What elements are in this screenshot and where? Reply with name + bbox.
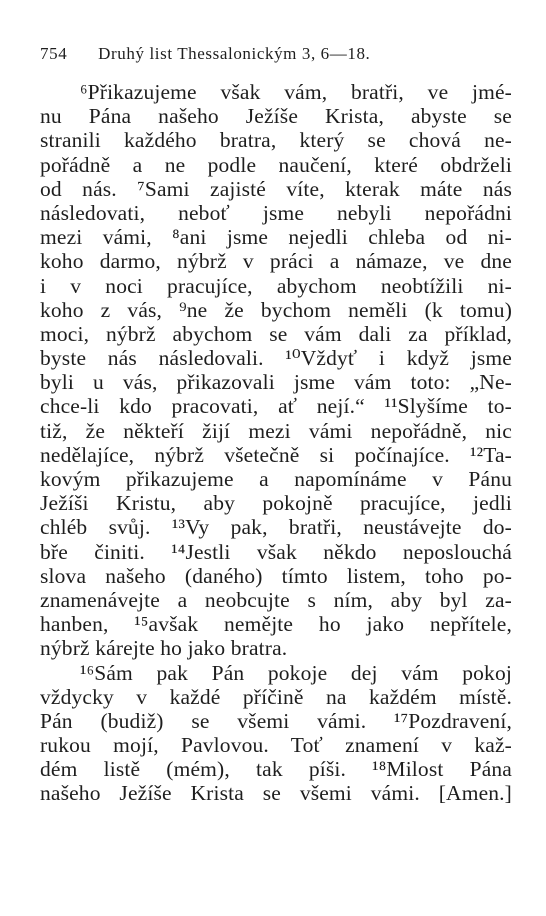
text-line: Pán (budiž) se všemi vámi. ¹⁷Pozdravení, (40, 708, 512, 733)
text-line: stranili každého bratra, který se chová ne- (40, 128, 512, 153)
text-line: byste nás následovali. ¹⁰Vždyť i když jsme (40, 346, 512, 371)
text-line: rukou mojí, Pavlovou. Toť znamení v kaž- (40, 733, 512, 758)
text-line: vždycky v každé příčině na každém místě. (40, 684, 512, 709)
text-line: Ježíši Kristu, aby pokojně pracujíce, jedli (40, 491, 512, 516)
body-text (40, 80, 512, 806)
text-line: nedělajíce, nýbrž všetečně si počínajíce. ¹²Ta- (40, 442, 512, 467)
text-line: dém listě (mém), tak píši. ¹⁸Milost Pána (40, 757, 512, 782)
text-line: moci, nýbrž abychom se vám dali za příklad, (40, 321, 512, 346)
text-line: ⁶Přikazujeme však vám, bratři, ve jmé- (80, 80, 512, 104)
running-header (40, 44, 510, 68)
text-line: i v noci pracujíce, abychom neobtížili ni- (40, 273, 512, 298)
text-line: slova našeho (daného) tímto listem, toho po- (40, 563, 512, 588)
text-line: znamenávejte a neobcujte s ním, aby byl za- (40, 587, 512, 612)
page-number: 754 (40, 44, 68, 63)
text-line: chléb svůj. ¹³Vy pak, bratři, neustávejte do- (40, 515, 512, 540)
text-line: nu Pána našeho Ježíše Krista, abyste se (40, 104, 512, 129)
text-line: ¹⁶Sám pak Pán pokoje dej vám pokoj (80, 660, 512, 685)
text-line: nýbrž kárejte ho jako bratra. (40, 636, 288, 661)
text-line: tiž, že někteří žijí mezi vámi nepořádně, nic (40, 418, 512, 443)
text-line: byli u vás, přikazovali jsme vám toto: „Ne- (40, 370, 512, 395)
text-line: mezi vámi, ⁸ani jsme nejedli chleba od ni- (40, 225, 512, 250)
text-line: následovati, neboť jsme nebyli nepořádni (40, 200, 512, 225)
text-line: bře činiti. ¹⁴Jestli však někdo neposlouchá (40, 539, 512, 564)
running-title: Druhý list Thessalonickým 3, 6—18. (98, 44, 371, 63)
text-line: kovým přikazujeme a napomínáme v Pánu (40, 467, 512, 491)
text-line: od nás. ⁷Sami zajisté víte, kterak máte nás (40, 176, 512, 201)
text-line: našeho Ježíše Krista se všemi vámi. [Amen.] (40, 781, 512, 806)
text-line: chce-li kdo pracovati, ať nejí.“ ¹¹Slyšíme to- (40, 394, 512, 419)
text-line: koho darmo, nýbrž v práci a námaze, ve dne (40, 249, 512, 274)
text-line: hanben, ¹⁵avšak nemějte ho jako nepřítele, (40, 612, 512, 637)
text-line: koho z vás, ⁹ne že bychom neměli (k tomu) (40, 297, 512, 322)
text-line: pořádně a ne podle naučení, které obdrželi (40, 152, 512, 177)
